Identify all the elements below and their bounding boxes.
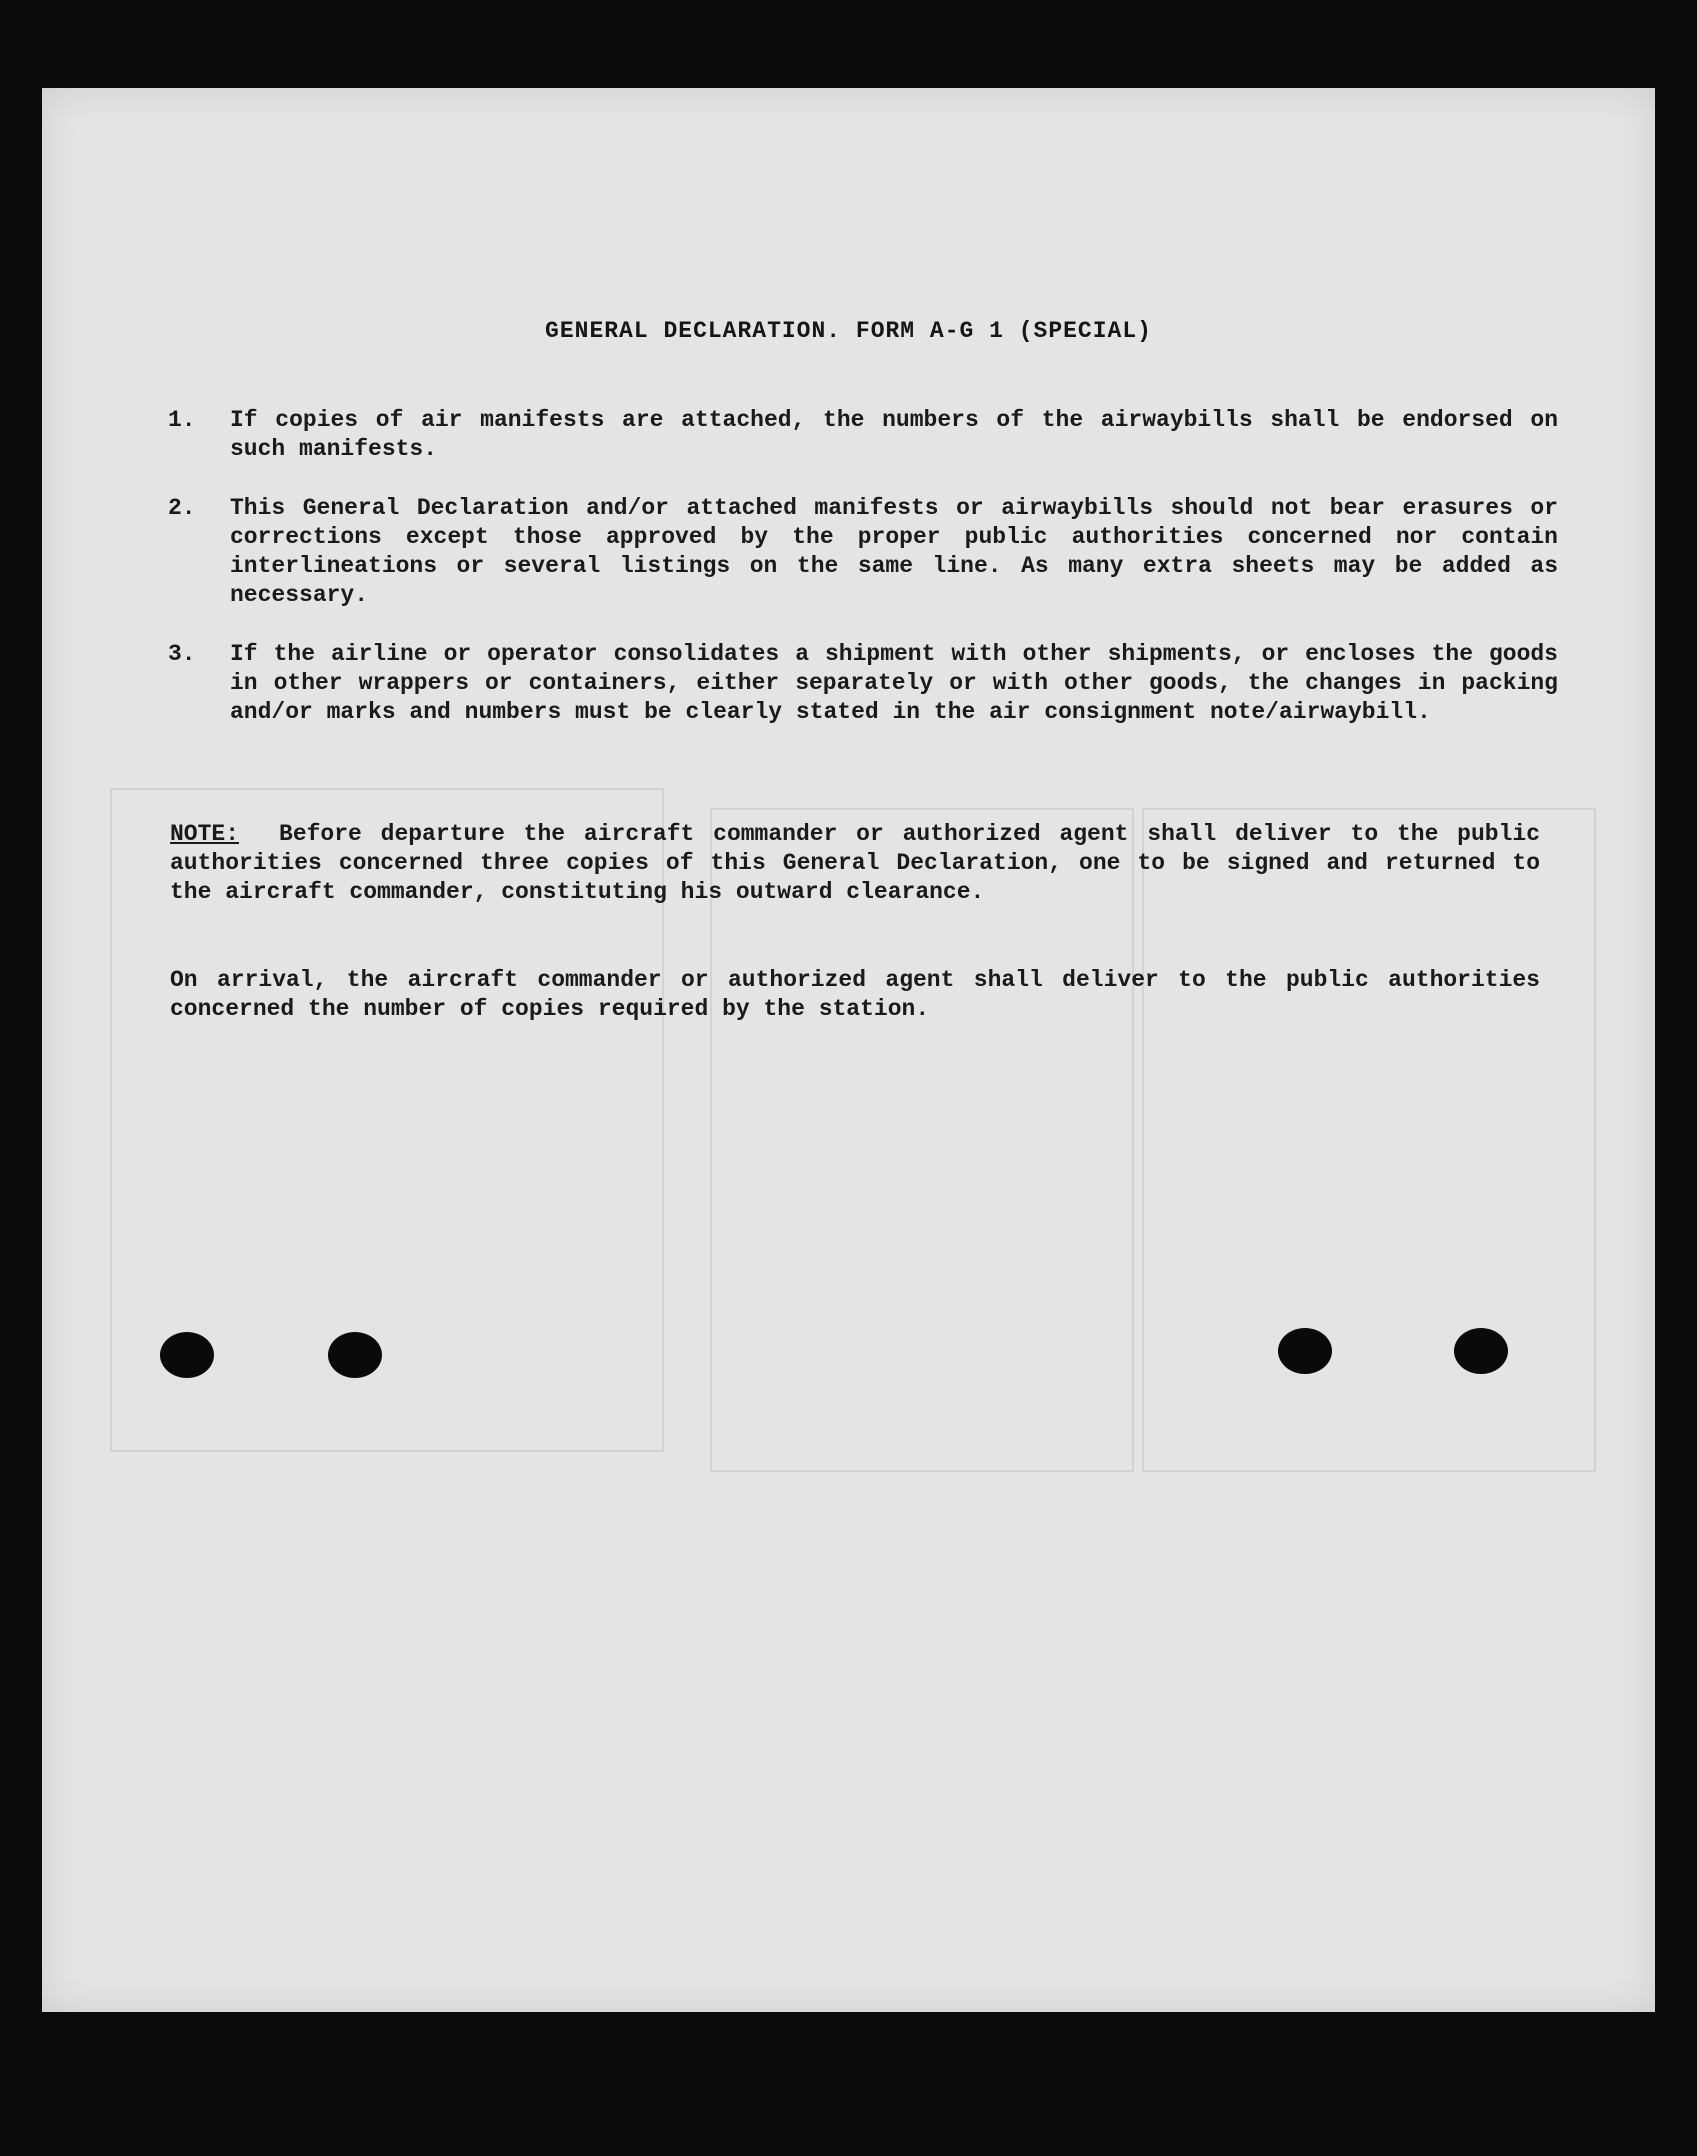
document-page — [42, 88, 1655, 2012]
arrival-note: On arrival, the aircraft commander or authorized agent shall deliver to the public authorities concerned the number of copies required by the station. — [170, 967, 1540, 1022]
item-text: This General Declaration and/or attached manifests or airwaybills should not bear erasures or corrections except those approved by the proper public authorities concerned nor contain interlineations or several listings on the same line. As many extra sheets may be added as necessary. — [230, 495, 1558, 608]
item-text: If copies of air manifests are attached, the numbers of the airwaybills shall be endorsed on such manifests. — [230, 407, 1558, 462]
item-text: If the airline or operator consolidates a shipment with other shipments, or encloses the goods in other wrappers or containers, either separately or with other goods, the changes in packing and/or marks and numbers must be clearly stated in the air consignment note/airwaybill. — [230, 641, 1558, 725]
note-text: Before departure the aircraft commander or authorized agent shall deliver to the public authorities concerned three copies of this General Declaration, one to be signed and returned to the aircraft commander, constituting his outward clearance. — [170, 821, 1540, 905]
punch-hole — [1454, 1328, 1508, 1374]
punch-hole — [328, 1332, 382, 1378]
instruction-item-1 — [168, 406, 1558, 464]
punch-hole — [160, 1332, 214, 1378]
note-label: NOTE: — [170, 821, 240, 847]
punch-hole — [1278, 1328, 1332, 1374]
item-number: 1. — [168, 407, 196, 433]
document-title: GENERAL DECLARATION. FORM A-G 1 (SPECIAL) — [545, 318, 1152, 344]
departure-note — [170, 820, 1540, 907]
instruction-item-3 — [168, 640, 1558, 727]
item-number: 2. — [168, 495, 196, 521]
document-content — [42, 88, 1655, 2012]
instruction-item-2 — [168, 494, 1558, 610]
item-number: 3. — [168, 641, 196, 667]
